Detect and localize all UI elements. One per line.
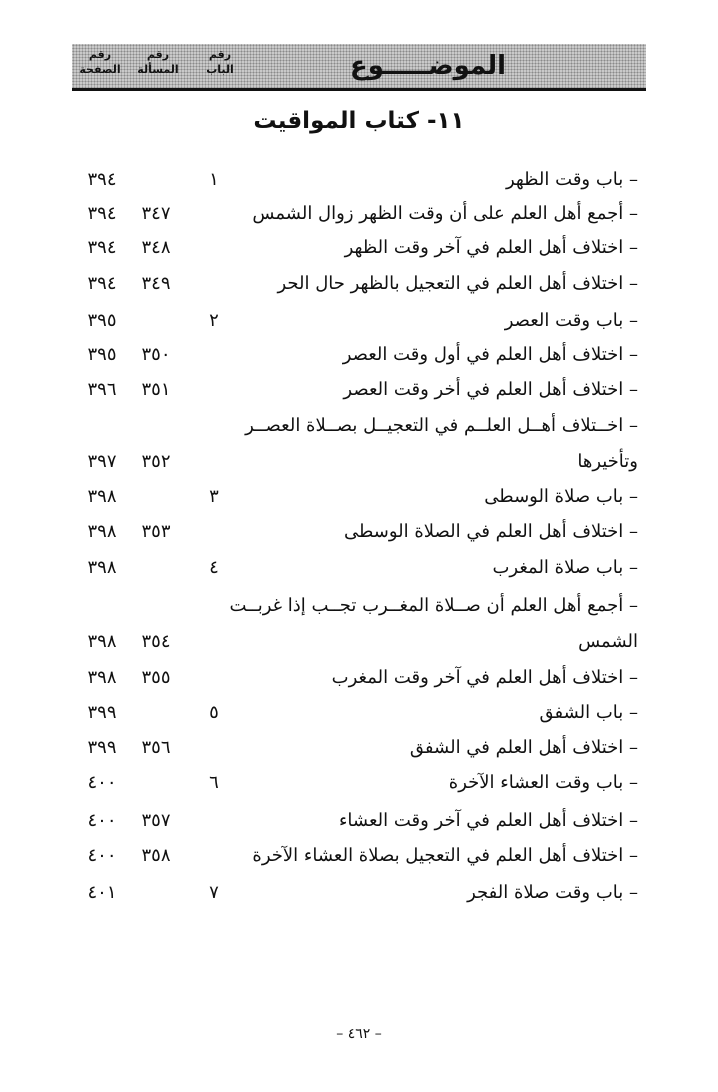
row-title: – اختلاف أهل العلم في التعجيل بالظهر حال الحر	[277, 273, 638, 294]
page-number-footer: – ٤٦٢ –	[336, 1026, 382, 1042]
row-masala-number: ٣٤٧	[141, 203, 171, 224]
table-row	[0, 626, 718, 658]
row-masala-number: ٣٥٣	[141, 521, 171, 542]
row-page-number: ٣٩٨	[87, 557, 117, 578]
row-bab-number: ١	[209, 169, 219, 190]
row-title: – باب وقت صلاة الفجر	[467, 882, 638, 903]
row-page-number: ٤٠٠	[87, 810, 117, 831]
table-header	[72, 44, 646, 91]
row-page-number: ٣٩٩	[87, 702, 117, 723]
row-title: وتأخيرها	[577, 451, 638, 472]
header-col-masala-line1: رقم	[146, 48, 170, 61]
row-title: – اختلاف أهل العلم في التعجيل بصلاة العشاء الآخرة	[252, 845, 638, 866]
header-col-masala	[130, 47, 186, 77]
table-row	[0, 339, 718, 371]
row-page-number: ٤٠٠	[87, 772, 117, 793]
book-title: ١١- كتاب المواقيت	[253, 108, 465, 134]
row-bab-number: ٣	[209, 486, 219, 507]
table-row	[0, 805, 718, 837]
row-page-number: ٣٩٦	[87, 379, 117, 400]
header-col-bab	[192, 47, 248, 77]
header-col-bab-line1: رقم	[208, 48, 232, 61]
table-row	[0, 164, 718, 196]
table-row	[0, 732, 718, 764]
table-row	[0, 697, 718, 729]
row-page-number: ٣٩٨	[87, 631, 117, 652]
table-row	[0, 410, 718, 442]
table-row	[0, 481, 718, 513]
row-page-number: ٣٩٥	[87, 344, 117, 365]
header-col-safha	[72, 47, 128, 77]
header-col-safha-line2: الصفحة	[79, 63, 121, 76]
row-title: – اختلاف أهل العلم في أخر وقت العصر	[343, 379, 638, 400]
row-title: – اختلاف أهل العلم في آخر وقت الظهر	[344, 237, 638, 258]
row-masala-number: ٣٥٠	[141, 344, 171, 365]
header-col-bab-line2: الباب	[206, 63, 234, 76]
header-col-safha-line1: رقم	[88, 48, 112, 61]
row-bab-number: ٦	[209, 772, 219, 793]
table-row	[0, 767, 718, 799]
header-title: الموضـــــوع	[349, 51, 506, 81]
row-masala-number: ٣٥٦	[141, 737, 171, 758]
row-page-number: ٣٩٨	[87, 486, 117, 507]
row-title: – اختلاف أهل العلم في الصلاة الوسطى	[343, 521, 638, 542]
row-page-number: ٣٩٨	[87, 521, 117, 542]
table-row	[0, 305, 718, 337]
row-page-number: ٣٩٤	[87, 169, 117, 190]
row-page-number: ٣٩٨	[87, 667, 117, 688]
row-title: – باب وقت العصر	[504, 310, 638, 331]
table-row	[0, 232, 718, 264]
table-row	[0, 662, 718, 694]
row-masala-number: ٣٥٧	[141, 810, 171, 831]
row-title: – باب وقت العشاء الآخرة	[448, 772, 638, 793]
table-row	[0, 198, 718, 230]
row-masala-number: ٣٥٥	[141, 667, 171, 688]
row-masala-number: ٣٥٤	[141, 631, 171, 652]
table-row	[0, 877, 718, 909]
row-page-number: ٣٩٤	[87, 273, 117, 294]
row-masala-number: ٣٤٨	[141, 237, 171, 258]
row-masala-number: ٣٥٨	[141, 845, 171, 866]
table-row	[0, 840, 718, 872]
row-title: الشمس	[578, 631, 638, 652]
table-row	[0, 590, 718, 622]
row-title: – أجمع أهل العلم أن صــلاة المغــرب تجــب إذا غربــت	[229, 595, 638, 616]
row-bab-number: ٧	[209, 882, 219, 903]
table-row	[0, 552, 718, 584]
row-masala-number: ٣٥٢	[141, 451, 171, 472]
row-bab-number: ٢	[209, 310, 219, 331]
row-page-number: ٣٩٧	[87, 451, 117, 472]
row-title: – أجمع أهل العلم على أن وقت الظهر زوال الشمس	[252, 203, 638, 224]
row-page-number: ٣٩٤	[87, 237, 117, 258]
row-title: – اختلاف أهل العلم في آخر وقت المغرب	[331, 667, 638, 688]
table-row	[0, 516, 718, 548]
row-title: – باب وقت الظهر	[505, 169, 638, 190]
row-title: – باب صلاة الوسطى	[484, 486, 638, 507]
row-page-number: ٤٠٠	[87, 845, 117, 866]
row-page-number: ٣٩٩	[87, 737, 117, 758]
row-masala-number: ٣٤٩	[141, 273, 171, 294]
row-page-number: ٤٠١	[87, 882, 117, 903]
table-row	[0, 268, 718, 300]
table-row	[0, 446, 718, 478]
row-title: – باب صلاة المغرب	[492, 557, 638, 578]
row-page-number: ٣٩٥	[87, 310, 117, 331]
row-title: – اختلاف أهل العلم في أول وقت العصر	[342, 344, 638, 365]
row-title: – اخــتلاف أهــل العلــم في التعجيــل بصــلاة العصــر	[245, 415, 638, 436]
row-masala-number: ٣٥١	[141, 379, 171, 400]
header-col-masala-line2: المسألة	[137, 63, 179, 76]
row-bab-number: ٥	[209, 702, 219, 723]
row-page-number: ٣٩٤	[87, 203, 117, 224]
row-bab-number: ٤	[209, 557, 219, 578]
row-title: – اختلاف أهل العلم في الشفق	[409, 737, 638, 758]
row-title: – باب الشفق	[539, 702, 638, 723]
row-title: – اختلاف أهل العلم في آخر وقت العشاء	[338, 810, 638, 831]
table-row	[0, 374, 718, 406]
